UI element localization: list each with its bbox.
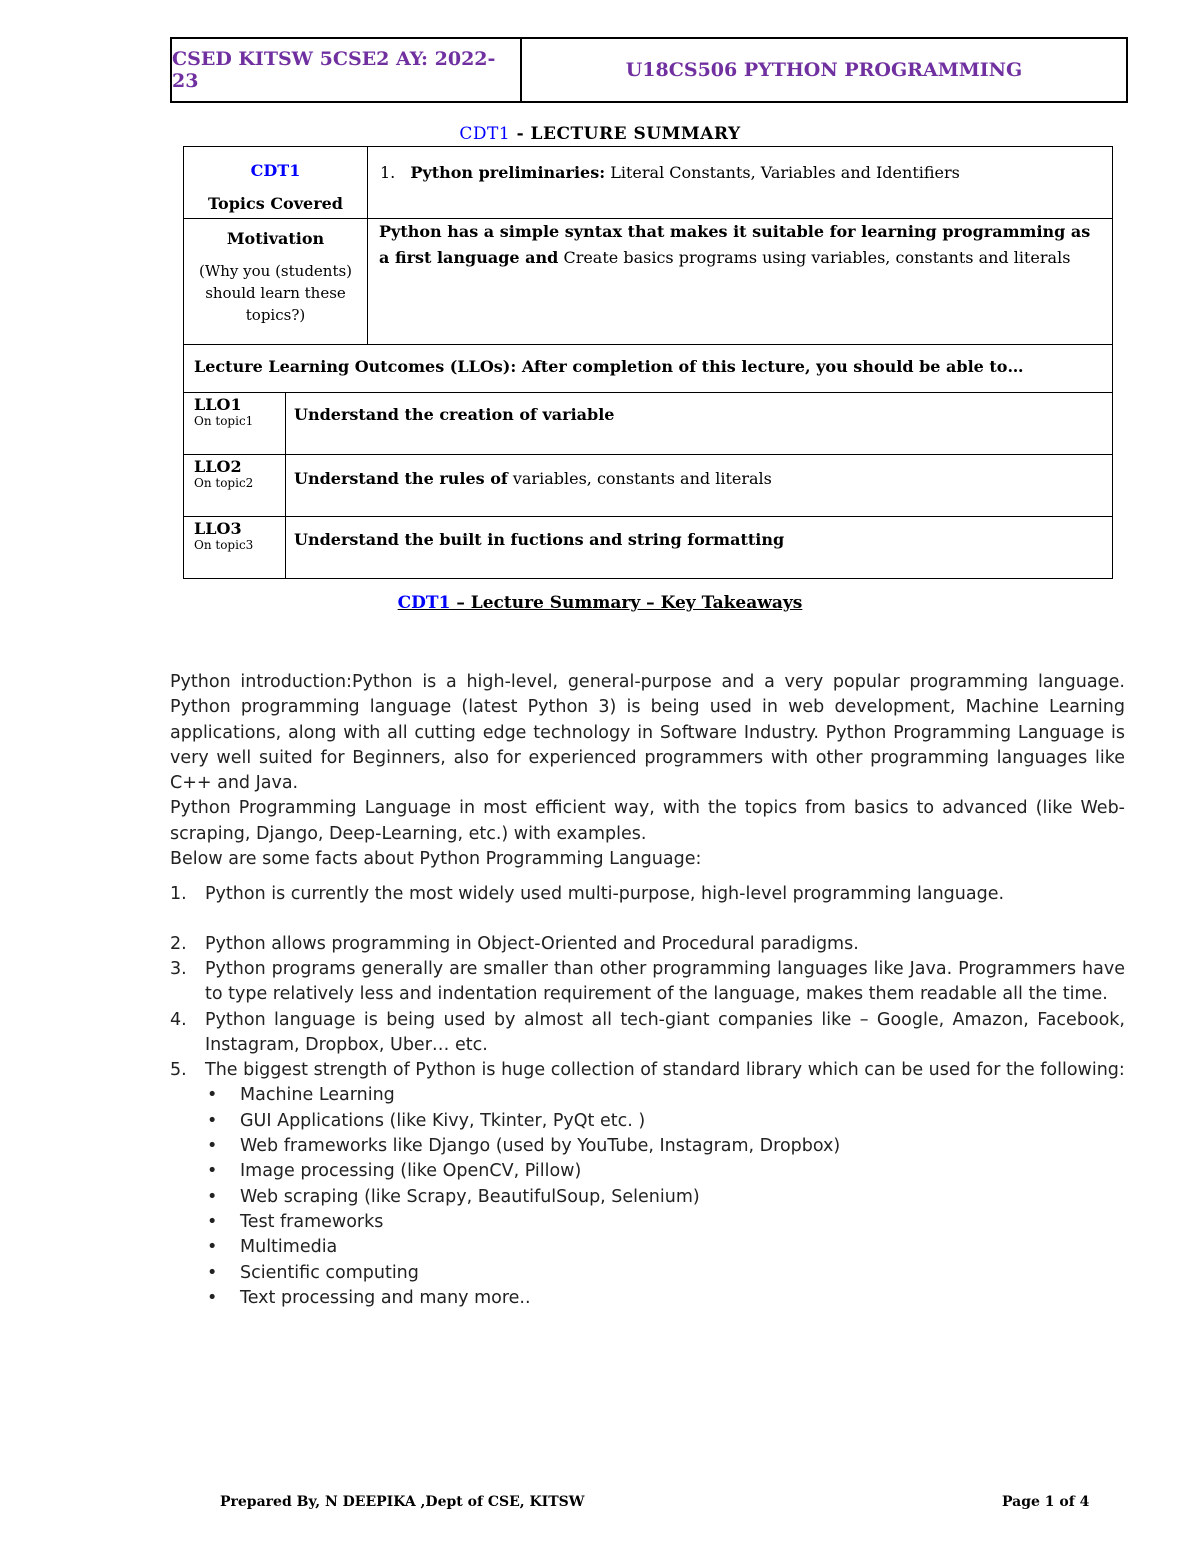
bullet-icon: • [207, 1161, 218, 1182]
bullet-item [205, 1235, 1125, 1260]
bullet-item [205, 1261, 1125, 1286]
key-takeaways-text: – Lecture Summary – Key Takeaways [450, 593, 803, 613]
title-text: - LECTURE SUMMARY [510, 124, 741, 144]
footer-prepared-by: Prepared By, N DEEPIKA ,Dept of CSE, KITSW [220, 1494, 585, 1510]
llo-header-cell [184, 345, 1113, 393]
bullet-icon: • [207, 1211, 218, 1232]
llo-desc-cell [286, 517, 1113, 579]
header-course-title: U18CS506 PYTHON PROGRAMMING [625, 59, 1023, 81]
llo-desc-text: variables, constants and literals [507, 469, 772, 488]
llo-header-row [184, 345, 1113, 393]
list-text: Python allows programming in Object-Oriented and Procedural paradigms. [205, 933, 859, 954]
list-item [170, 1058, 1125, 1311]
list-item [170, 1008, 1125, 1059]
bullet-icon: • [207, 1085, 218, 1106]
bullet-text: GUI Applications (like Kivy, Tkinter, PyQt etc. ) [240, 1110, 646, 1131]
header-course-section: CSED KITSW 5CSE2 AY: 2022-23 [172, 39, 522, 101]
title-code: CDT1 [459, 124, 511, 144]
topics-cell [368, 147, 1113, 219]
bullet-item [205, 1159, 1125, 1184]
motivation-row [184, 219, 1113, 345]
llo-id-cell [184, 393, 286, 455]
bullet-item [205, 1083, 1125, 1108]
list-number: 3. [170, 958, 187, 979]
motivation-sublabel: (Why you (students) should learn these topics?) [198, 262, 353, 324]
llo-topic: On topic1 [194, 414, 254, 428]
facts-intro: Below are some facts about Python Programming Language: [170, 849, 702, 870]
topics-row [184, 147, 1113, 219]
motivation-text: Create basics programs using variables, constants and literals [558, 248, 1071, 267]
bullet-item [205, 1185, 1125, 1210]
list-text: Python is currently the most widely used multi-purpose, high-level programming language. [205, 884, 1005, 905]
facts-list [170, 882, 1125, 1311]
llo-desc-bold: Understand the built in fuctions and string formatting [294, 530, 785, 549]
bullet-item [205, 1134, 1125, 1159]
list-text: Python language is being used by almost all tech-giant companies like – Google, Amazon, Facebook, Instagram, Dropbox, Uber… etc. [205, 1009, 1125, 1055]
llo-row [184, 517, 1113, 579]
list-number: 1. [170, 884, 187, 905]
header-box [170, 37, 1128, 103]
llo-topic: On topic2 [194, 476, 254, 490]
bullet-text: Machine Learning [240, 1085, 395, 1106]
footer-page-number: Page 1 of 4 [1002, 1494, 1090, 1510]
body-content [170, 670, 1125, 1311]
bullet-text: Test frameworks [240, 1211, 384, 1232]
list-text: The biggest strength of Python is huge collection of standard library which can be used for the following: [205, 1060, 1125, 1081]
list-item [170, 882, 1125, 907]
list-item [170, 957, 1125, 1008]
page-title [0, 124, 1200, 144]
bullet-icon: • [207, 1237, 218, 1258]
efficiency-paragraph: Python Programming Language in most efficient way, with the topics from basics to advanced (like Web-scraping, Django, Deep-Learning, etc.) with examples. [170, 798, 1125, 844]
llo-row [184, 393, 1113, 455]
llo-topic: On topic3 [194, 538, 254, 552]
topic-number: 1. [380, 163, 396, 182]
list-number: 5. [170, 1060, 187, 1081]
motivation-label: Motivation [226, 229, 325, 248]
topics-covered-label: Topics Covered [207, 194, 343, 213]
list-number: 2. [170, 933, 187, 954]
key-takeaways-code: CDT1 [397, 593, 451, 613]
bullet-icon: • [207, 1186, 218, 1207]
intro-paragraph: Python introduction:Python is a high-level, general-purpose and a very popular programming language. Python programming language (latest Python 3) is being used in web development, Machine Learning applications, along with all cutting edge technology in Software Industry. Python Programming Language is very well suited for Beginners, also for experienced programmers with other programming languages like C++ and Java. [170, 672, 1125, 794]
llo-id: LLO2 [194, 457, 242, 476]
bullet-text: Multimedia [240, 1237, 338, 1258]
list-item [170, 932, 1125, 957]
llo-desc-bold: Understand the rules of [294, 469, 508, 488]
motivation-bold-text: Python has a simple syntax that makes it suitable for learning programming as a first language and [379, 222, 1091, 267]
motivation-label-cell [184, 219, 368, 345]
topics-label-cell [184, 147, 368, 219]
bullet-text: Web scraping (like Scrapy, BeautifulSoup, Selenium) [240, 1186, 700, 1207]
bullet-icon: • [207, 1136, 218, 1157]
motivation-cell [368, 219, 1113, 345]
list-text: Python programs generally are smaller than other programming languages like Java. Programmers have to type relatively less and indentation requirement of the language, makes them readable all the time. [205, 958, 1125, 1005]
bullet-text: Web frameworks like Django (used by YouTube, Instagram, Dropbox) [240, 1136, 841, 1157]
cdt-code: CDT1 [250, 161, 301, 180]
bullet-icon: • [207, 1287, 218, 1308]
topic-heading: Python preliminaries: [410, 163, 606, 182]
llo-id-cell [184, 517, 286, 579]
llo-desc-bold: Understand the creation of variable [294, 405, 615, 424]
llo-desc-cell [286, 393, 1113, 455]
llo-desc-cell [286, 455, 1113, 517]
bullet-item [205, 1210, 1125, 1235]
bullet-text: Text processing and many more.. [240, 1287, 531, 1308]
bullet-item [205, 1109, 1125, 1134]
lecture-summary-table [183, 146, 1113, 579]
bullet-item [205, 1286, 1125, 1311]
library-uses-list [205, 1083, 1125, 1311]
bullet-text: Image processing (like OpenCV, Pillow) [240, 1161, 582, 1182]
llo-id: LLO3 [194, 519, 242, 538]
llo-header-text: Lecture Learning Outcomes (LLOs): After completion of this lecture, you should be able to… [194, 357, 1024, 376]
key-takeaways-heading [0, 593, 1200, 613]
bullet-icon: • [207, 1110, 218, 1131]
llo-row [184, 455, 1113, 517]
bullet-text: Scientific computing [240, 1262, 419, 1283]
topic-text: Literal Constants, Variables and Identifiers [605, 163, 960, 182]
bullet-icon: • [207, 1262, 218, 1283]
llo-id-cell [184, 455, 286, 517]
list-number: 4. [170, 1009, 187, 1030]
llo-id: LLO1 [194, 395, 242, 414]
